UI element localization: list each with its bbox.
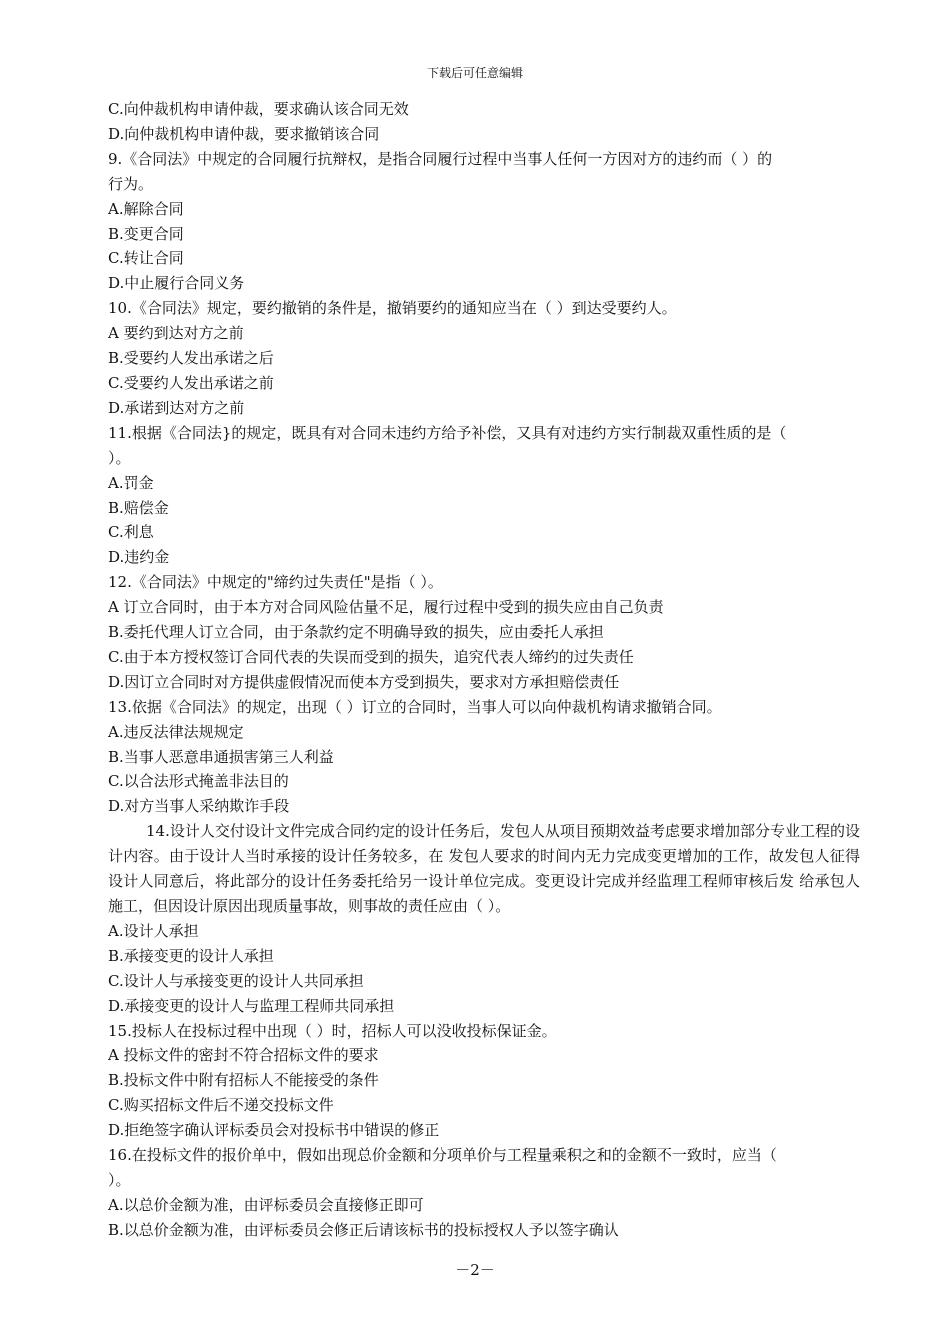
question-text: 11.根据《合同法}的规定，既具有对合同未违约方给予补偿，又具有对违约方实行制裁双重性质的是（ <box>108 423 787 442</box>
answer-option: B.承接变更的设计人承担 <box>108 946 274 965</box>
answer-option: C.以合法形式掩盖非法目的 <box>108 772 289 791</box>
answer-option: B.投标文件中附有招标人不能接受的条件 <box>108 1071 379 1090</box>
answer-option: D.对方当事人采纳欺诈手段 <box>108 797 290 816</box>
document-body <box>108 97 860 1243</box>
page-header: 下载后可任意编辑 <box>426 66 523 80</box>
question-text: ）。 <box>108 1170 131 1189</box>
answer-option: A.罚金 <box>108 473 154 492</box>
question-text: ）。 <box>108 448 131 467</box>
answer-option: B.赔偿金 <box>108 498 169 517</box>
question-text: 10.《合同法》规定，要约撤销的条件是，撤销要约的通知应当在（ ）到达受要约人。 <box>108 299 677 318</box>
answer-option: D.违约金 <box>108 548 170 567</box>
answer-option: D.拒绝签字确认评标委员会对投标书中错误的修正 <box>108 1121 440 1140</box>
answer-option: A.解除合同 <box>108 199 184 218</box>
answer-option: B.以总价金额为准，由评标委员会修正后请该标书的投标授权人予以签字确认 <box>108 1220 619 1239</box>
answer-option: C.向仲裁机构申请仲裁，要求确认该合同无效 <box>108 100 409 118</box>
answer-option: A.违反法律法规规定 <box>108 722 244 741</box>
question-text: 12.《合同法》中规定的"缔约过失责任"是指（ ）。 <box>108 573 443 592</box>
answer-option: D.承接变更的设计人与监理工程师共同承担 <box>108 996 395 1015</box>
answer-option: C.设计人与承接变更的设计人共同承担 <box>108 971 364 990</box>
answer-option: D.向仲裁机构申请仲裁，要求撤销该合同 <box>108 124 380 143</box>
question-text: 行为。 <box>108 174 154 193</box>
question-text: 9.《合同法》中规定的合同履行抗辩权，是指合同履行过程中当事人任何一方因对方的违约而（ ）的 <box>108 149 773 168</box>
answer-option: B.受要约人发出承诺之后 <box>108 349 274 368</box>
answer-option: A 要约到达对方之前 <box>108 324 244 343</box>
question-text: 16.在投标文件的报价单中，假如出现总价金额和分项单价与工程量乘积之和的金额不一致时，应当（ <box>108 1146 777 1165</box>
answer-option: A.设计人承担 <box>108 921 199 940</box>
answer-option: D.中止履行合同义务 <box>108 274 245 293</box>
question-text: 13.依据《合同法》的规定，出现（ ）订立的合同时，当事人可以向仲裁机构请求撤销合同。 <box>108 697 722 716</box>
answer-option: C.购买招标文件后不递交投标文件 <box>108 1096 334 1115</box>
answer-option: B.变更合同 <box>108 224 184 243</box>
answer-option: A.以总价金额为准，由评标委员会直接修正即可 <box>108 1195 424 1214</box>
question-text: 15.投标人在投标过程中出现（ ）时，招标人可以没收投标保证金。 <box>108 1021 557 1040</box>
answer-option: B.当事人恶意串通损害第三人利益 <box>108 747 334 766</box>
answer-option: D.承诺到达对方之前 <box>108 398 245 417</box>
answer-option: B.委托代理人订立合同，由于条款约定不明确导致的损失，应由委托人承担 <box>108 623 604 642</box>
answer-option: D.因订立合同时对方提供虚假情况而使本方受到损失，要求对方承担赔偿责任 <box>108 672 620 691</box>
answer-option: C.转让合同 <box>108 249 184 268</box>
answer-option: A 订立合同时，由于本方对合同风险估量不足，履行过程中受到的损失应由自己负责 <box>108 598 664 617</box>
question-paragraph: 14.设计人交付设计文件完成合同约定的设计任务后，发包人从项目预期效益考虑要求增加部分专业工程的设计内容。由于设计人当时承接的设计任务较多，在 发包人要求的时间内无力完成变更增加的工作，故发包人征得设计人同意后，将此部分的设计任务委托给另一设计单位完成。变更设计完成并经监理工程师审核后发 给承包人施工，但因设计原因出现质量事故，则事故的责任应由（ ）。 <box>108 822 860 915</box>
answer-option: C.由于本方授权签订合同代表的失误而受到的损失，追究代表人缔约的过失责任 <box>108 647 634 666</box>
page-number: －2－ <box>455 1261 495 1279</box>
answer-option: C.受要约人发出承诺之前 <box>108 373 274 392</box>
answer-option: C.利息 <box>108 523 154 542</box>
answer-option: A 投标文件的密封不符合招标文件的要求 <box>108 1046 379 1065</box>
